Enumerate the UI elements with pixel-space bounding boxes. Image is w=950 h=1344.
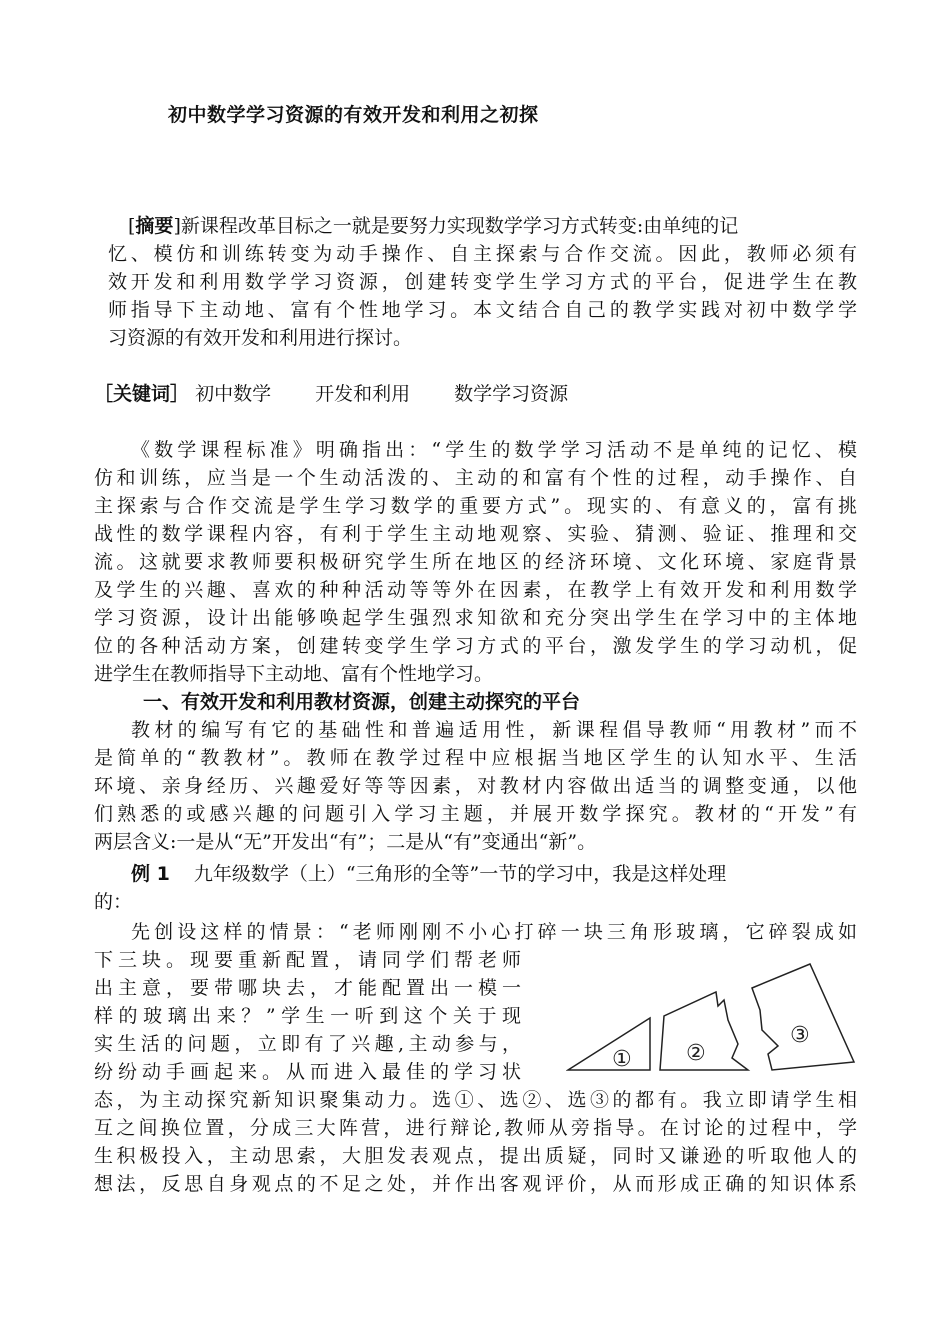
section-1-line-3: 环境、亲身经历、兴趣爱好等等因素，对教材内容做出适当的调整变通，以他	[94, 775, 857, 797]
scenario-line-1: 先创设这样的情景：“老师刚刚不小心打碎一块三角形玻璃，它碎裂成如	[131, 921, 857, 943]
scenario-line-7: 态，为主动探究新知识聚集动力。选①、选②、选③的都有。我立即请学生相	[94, 1089, 857, 1111]
piece-2-label: ②	[686, 1041, 706, 1066]
example-line-2: 的：	[94, 891, 133, 913]
section-1-line-1: 教材的编写有它的基础性和普遍适用性，新课程倡导教师“用教材”而不	[131, 719, 857, 741]
intro-line-2: 仿和训练，应当是一个生动活泼的、主动的和富有个性的过程，动手操作、自	[94, 467, 857, 489]
example-label: 例 1	[131, 863, 170, 885]
abstract-line-4: 师指导下主动地、富有个性地学习。本文结合自己的教学实践对初中数学学	[108, 299, 857, 321]
intro-line-6: 及学生的兴趣、喜欢的种种活动等等外在因素，在教学上有效开发和利用数学	[94, 579, 857, 601]
abstract-text-1: 新课程改革目标之一就是要努力实现数学学习方式转变:由单纯的记	[180, 215, 739, 237]
piece-1-label: ①	[612, 1047, 632, 1072]
intro-line-1: 《数学课程标准》明确指出：“学生的数学学习活动不是单纯的记忆、模	[131, 439, 857, 461]
scenario-line-2: 下三块。现要重新配置，请同学们帮老师	[94, 949, 521, 971]
scenario-line-6: 纷纷动手画起来。从而进入最佳的学习状	[94, 1061, 521, 1083]
intro-line-5: 流。这就要求教师要积极研究学生所在地区的经济环境、文化环境、家庭背景	[94, 551, 857, 573]
section-1-line-5: 两层含义:一是从“无”开发出“有”；二是从“有”变通出“新”。	[94, 831, 597, 853]
intro-line-7: 学习资源，设计出能够唤起学生强烈求知欲和充分突出学生在学习中的主体地	[94, 607, 857, 629]
keywords-line	[94, 380, 568, 408]
example-text: 九年级数学（上）“三角形的全等”一节的学习中，我是这样处理	[193, 863, 727, 885]
keyword-1: 初中数学	[195, 383, 272, 405]
abstract-bracket-close: ]	[173, 215, 181, 237]
scenario-line-9: 生积极投入，主动思索，大胆发表观点，提出质疑，同时又谦逊的听取他人的	[94, 1145, 857, 1167]
scenario-line-10: 想法，反思自身观点的不足之处，并作出客观评价，从而形成正确的知识体系	[94, 1173, 857, 1195]
example-line-1	[131, 860, 857, 888]
document-title: 初中数学学习资源的有效开发和利用之初探	[168, 104, 539, 126]
abstract-line-2: 忆、模仿和训练转变为动手操作、自主探索与合作交流。因此，教师必须有	[108, 243, 857, 265]
abstract-line-1	[128, 212, 856, 240]
glass-piece-1	[568, 1018, 650, 1070]
intro-line-4: 战性的数学课程内容，有利于学生主动地观察、实验、猜测、验证、推理和交	[94, 523, 857, 545]
scenario-line-3: 出主意，要带哪块去，才能配置出一模一	[94, 977, 521, 999]
abstract-bracket-open: [	[128, 215, 136, 237]
keywords-label: ［关键词］	[94, 383, 190, 405]
section-1-line-4: 们熟悉的或感兴趣的问题引入学习主题，并展开数学探究。教材的“开发”有	[94, 803, 857, 825]
intro-line-3: 主探索与合作交流是学生学习数学的重要方式”。现实的、有意义的，富有挑	[94, 495, 857, 517]
intro-line-9: 进学生在教师指导下主动地、富有个性地学习。	[94, 663, 494, 685]
keyword-2: 开发和利用	[315, 383, 411, 405]
scenario-line-8: 互之间换位置，分成三大阵营，进行辩论,教师从旁指导。在讨论的过程中，学	[94, 1117, 857, 1139]
piece-3-label: ③	[790, 1023, 810, 1048]
broken-triangle-figure	[566, 958, 856, 1078]
abstract-label: 摘要	[135, 215, 174, 237]
abstract-line-3: 效开发和利用数学学习资源，创建转变学生学习方式的平台，促进学生在教	[108, 271, 857, 293]
keyword-3: 数学学习资源	[454, 383, 569, 405]
section-1-heading: 一、有效开发和利用教材资源，创建主动探究的平台	[143, 691, 581, 713]
scenario-line-4: 样的玻璃出来？”学生一听到这个关于现	[94, 1005, 521, 1027]
intro-line-8: 位的各种活动方案，创建转变学生学习方式的平台，激发学生的学习动机，促	[94, 635, 857, 657]
glass-piece-3	[752, 964, 854, 1070]
scenario-line-5: 实生活的问题，立即有了兴趣,主动参与，	[94, 1033, 521, 1055]
section-1-line-2: 是简单的“教教材”。教师在教学过程中应根据当地区学生的认知水平、生活	[94, 747, 857, 769]
abstract-line-5: 习资源的有效开发和利用进行探讨。	[108, 327, 413, 349]
